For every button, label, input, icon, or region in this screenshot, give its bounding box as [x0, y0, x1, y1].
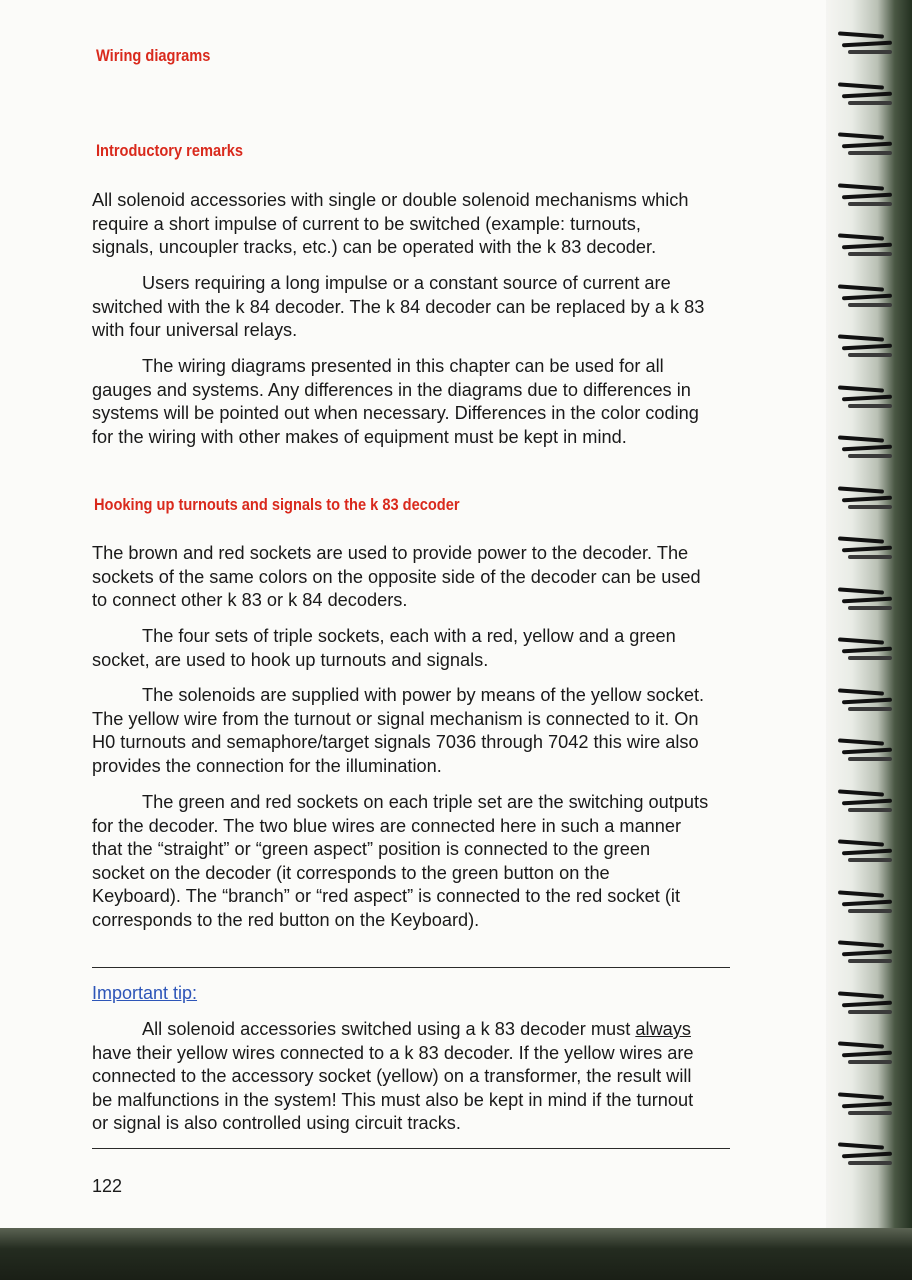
text-line: gauges and systems. Any differences in the diagrams due to differences in [92, 379, 691, 400]
binding-ring [838, 232, 898, 258]
ring-wire [848, 353, 892, 357]
binding-ring [838, 535, 898, 561]
ring-wire [838, 233, 884, 240]
binding-ring [838, 636, 898, 662]
ring-wire [848, 454, 892, 458]
ring-wire [838, 82, 884, 89]
ring-wire [838, 486, 884, 493]
ring-wire [848, 909, 892, 913]
text-line: signals, uncoupler tracks, etc.) can be operated with the k 83 decoder. [92, 237, 657, 258]
ring-wire [838, 31, 884, 38]
ring-wire [838, 839, 884, 846]
text-line: The brown and red sockets are used to provide power to the decoder. The [92, 543, 689, 563]
ring-wire [842, 1000, 892, 1007]
text-line: All solenoid accessories with single or double solenoid mechanisms which [92, 190, 689, 210]
text-line: Users requiring a long impulse or a constant source of current are [142, 273, 671, 293]
binding-ring [838, 1091, 898, 1117]
text-line: socket on the decoder (it corresponds to the green button on the [92, 862, 610, 883]
ring-wire [838, 587, 884, 594]
ring-wire [842, 344, 892, 351]
ring-wire [848, 1060, 892, 1064]
text-line [92, 1018, 694, 1042]
ring-wire [838, 789, 884, 796]
text-line: The solenoids are supplied with power by means of the yellow socket. [142, 685, 705, 705]
ring-wire [842, 798, 892, 805]
ring-wire [848, 707, 892, 711]
page-edge-shadow [0, 1228, 912, 1280]
text-line: for the decoder. The two blue wires are connected here in such a manner [92, 815, 682, 836]
ring-wire [842, 1051, 892, 1058]
ring-wire [842, 748, 892, 755]
ring-wire [842, 950, 892, 957]
tip-paragraph [92, 1018, 694, 1136]
binding-ring [838, 485, 898, 511]
ring-wire [848, 404, 892, 408]
ring-wire [842, 849, 892, 856]
text-line: sockets of the same colors on the opposite side of the decoder can be used [92, 566, 701, 587]
binding-ring [838, 283, 898, 309]
ring-wire [848, 959, 892, 963]
binding-ring [838, 939, 898, 965]
text-line: for the wiring with other makes of equipment must be kept in mind. [92, 426, 627, 447]
ring-wire [842, 1101, 892, 1108]
text-line: to connect other k 83 or k 84 decoders. [92, 590, 408, 611]
ring-wire [838, 688, 884, 695]
ring-wire [838, 940, 884, 947]
text-line: H0 turnouts and semaphore/target signals 7036 through 7042 this wire also [92, 732, 699, 753]
important-tip-label: Important tip: [92, 983, 198, 1003]
tip-bottom-divider [92, 1148, 730, 1149]
ring-wire [842, 697, 892, 704]
ring-wire [848, 555, 892, 559]
ring-wire [848, 505, 892, 509]
ring-wire [842, 142, 892, 149]
ring-wire [848, 151, 892, 155]
binding-ring [838, 434, 898, 460]
ring-wire [838, 334, 884, 341]
page-heading: Wiring diagrams [96, 46, 211, 65]
ring-wire [838, 1041, 884, 1048]
binding-ring [838, 30, 898, 56]
binding-ring [838, 889, 898, 915]
paragraph-hookup-2 [92, 625, 676, 672]
binding-ring [838, 737, 898, 763]
binding-ring [838, 990, 898, 1016]
text-line: connected to the accessory socket (yellow) on a transformer, the result will [92, 1066, 692, 1087]
ring-wire [842, 91, 892, 98]
tip-line-start: All solenoid accessories switched using a k 83 decoder must [142, 1019, 636, 1039]
ring-wire [848, 656, 892, 660]
ring-wire [842, 192, 892, 199]
text-line: require a short impulse of current to be switched (example: turnouts, [92, 213, 641, 234]
ring-wire [848, 757, 892, 761]
binding-ring [838, 838, 898, 864]
ring-wire [838, 637, 884, 644]
section-title-introductory: Introductory remarks [96, 141, 244, 160]
paragraph-intro-3 [92, 355, 699, 449]
ring-wire [848, 1010, 892, 1014]
ring-wire [848, 1161, 892, 1165]
ring-wire [842, 546, 892, 553]
binding-ring [838, 1040, 898, 1066]
ring-wire [842, 596, 892, 603]
ring-wire [838, 536, 884, 543]
ring-wire [838, 1142, 884, 1149]
binding-ring [838, 384, 898, 410]
paragraph-intro-2 [92, 272, 704, 343]
ring-wire [848, 858, 892, 862]
ring-wire [848, 606, 892, 610]
ring-wire [842, 445, 892, 452]
ring-wire [838, 183, 884, 190]
paragraph-hookup-4 [92, 791, 708, 933]
text-line: switched with the k 84 decoder. The k 84 decoder can be replaced by a k 83 [92, 296, 705, 317]
section-title-hooking-up: Hooking up turnouts and signals to the k 83 decoder [94, 495, 460, 514]
ring-wire [842, 495, 892, 502]
text-line: corresponds to the red button on the Keyboard). [92, 909, 480, 930]
text-line: The yellow wire from the turnout or signal mechanism is connected to it. On [92, 708, 699, 729]
tip-top-divider [92, 967, 730, 968]
ring-wire [838, 890, 884, 897]
ring-wire [848, 1111, 892, 1115]
text-line: with four universal relays. [92, 320, 298, 341]
text-line: or signal is also controlled using circuit tracks. [92, 1113, 461, 1134]
text-line: The four sets of triple sockets, each with a red, yellow and a green [142, 626, 676, 646]
ring-wire [838, 132, 884, 139]
binding-ring [838, 81, 898, 107]
binding-ring [838, 586, 898, 612]
ring-wire [842, 394, 892, 401]
text-line: socket, are used to hook up turnouts and signals. [92, 649, 489, 670]
text-line: provides the connection for the illumination. [92, 755, 442, 776]
ring-wire [848, 303, 892, 307]
ring-wire [838, 1092, 884, 1099]
ring-wire [848, 252, 892, 256]
text-line: be malfunctions in the system! This must also be kept in mind if the turnout [92, 1089, 694, 1110]
binding-ring [838, 131, 898, 157]
text-line: The wiring diagrams presented in this chapter can be used for all [142, 356, 664, 376]
paragraph-hookup-3 [92, 684, 704, 778]
ring-wire [838, 284, 884, 291]
ring-wire [842, 1152, 892, 1159]
binding-ring [838, 788, 898, 814]
ring-wire [848, 50, 892, 54]
ring-wire [842, 41, 892, 48]
ring-wire [838, 385, 884, 392]
paragraph-hookup-1 [92, 542, 701, 613]
page-number: 122 [92, 1176, 123, 1196]
binding-ring [838, 333, 898, 359]
text-line: The green and red sockets on each triple set are the switching outputs [142, 792, 709, 812]
ring-wire [848, 808, 892, 812]
ring-wire [848, 202, 892, 206]
ring-wire [842, 899, 892, 906]
binding-ring [838, 687, 898, 713]
ring-wire [838, 738, 884, 745]
ring-wire [838, 435, 884, 442]
text-line: have their yellow wires connected to a k 83 decoder. If the yellow wires are [92, 1042, 694, 1063]
text-line: that the “straight” or “green aspect” position is connected to the green [92, 839, 651, 860]
ring-wire [842, 243, 892, 250]
binding-ring [838, 182, 898, 208]
ring-wire [842, 293, 892, 300]
tip-emphasis: always [635, 1019, 691, 1039]
ring-wire [838, 991, 884, 998]
binding-ring [838, 1141, 898, 1167]
ring-wire [848, 101, 892, 105]
text-line: systems will be pointed out when necessary. Differences in the color coding [92, 403, 699, 424]
paragraph-intro-1 [92, 189, 688, 260]
text-line: Keyboard). The “branch” or “red aspect” is connected to the red socket (it [92, 886, 681, 907]
ring-wire [842, 647, 892, 654]
